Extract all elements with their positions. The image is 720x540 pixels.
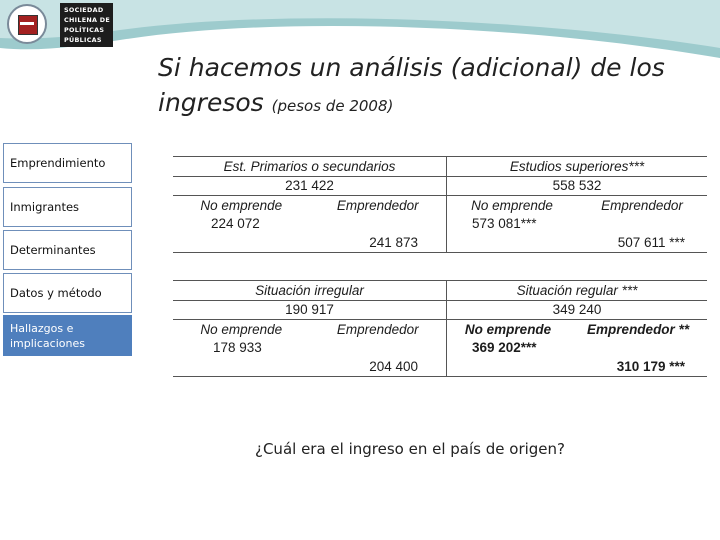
society-logo: [60, 3, 113, 47]
nav-label: Emprendimiento: [10, 156, 106, 170]
logo-line: POLÍTICAS: [64, 26, 105, 34]
institution-seal-logo: [7, 4, 47, 44]
label-cell: No emprende: [471, 197, 553, 213]
logo-line: SOCIEDAD: [64, 6, 104, 14]
label-cell: Emprendedor: [336, 197, 419, 213]
nav-label: Determinantes: [10, 243, 96, 257]
logo-line: CHILENA DE: [64, 16, 111, 24]
nav-determinantes[interactable]: [3, 230, 132, 270]
header-cell: Est. Primarios o secundarios: [173, 157, 447, 177]
header-cell: Situación irregular: [173, 281, 447, 301]
total-cell: 231 422: [173, 176, 447, 196]
label-cell: Emprendedor: [601, 197, 683, 213]
label-cell: No emprende: [200, 197, 283, 213]
value-cell: 573 081***: [472, 216, 537, 232]
nav-label: Datos y método: [10, 286, 102, 300]
header-cell: Situación regular ***: [447, 281, 708, 301]
table-header-row: [173, 157, 707, 177]
total-cell: 558 532: [447, 176, 708, 196]
value-cell: 310 179 ***: [616, 358, 685, 374]
nav-inmigrantes[interactable]: [3, 187, 132, 227]
table-label-row: [173, 196, 707, 215]
table-total-row: [173, 176, 707, 196]
title-main: Si hacemos un análisis (adicional) de los ingresos: [158, 53, 665, 117]
table-value-row: [173, 357, 707, 376]
nav-emprendimiento[interactable]: [3, 143, 132, 183]
label-cell: No emprende: [200, 321, 283, 337]
slide-title: [158, 50, 708, 124]
nav-label: Hallazgos e implicaciones: [10, 321, 85, 350]
total-cell: 190 917: [173, 300, 447, 320]
value-cell: 178 933: [213, 340, 262, 356]
header-cell: Estudios superiores***: [447, 157, 708, 177]
total-cell: 349 240: [447, 300, 708, 320]
logo-line: PÚBLICAS: [64, 36, 102, 44]
value-cell: 224 072: [211, 216, 260, 232]
income-table-legal-status: [173, 280, 707, 377]
value-cell: 241 873: [369, 234, 418, 250]
nav-label: Inmigrantes: [10, 200, 80, 214]
table-value-row: [173, 233, 707, 252]
value-cell: 369 202***: [472, 340, 537, 356]
closing-question: ¿Cuál era el ingreso en el país de origen?: [255, 440, 565, 458]
label-cell: Emprendedor: [336, 321, 419, 337]
label-cell: Emprendedor **: [587, 321, 690, 337]
table-value-row: [173, 215, 707, 234]
table-value-row: [173, 339, 707, 358]
value-cell: 204 400: [369, 358, 418, 374]
income-table-education: [173, 156, 707, 253]
title-subtitle: (pesos de 2008): [271, 97, 394, 115]
label-cell: No emprende: [464, 321, 552, 337]
nav-hallazgos-e-implicaciones[interactable]: [3, 315, 132, 356]
table-label-row: [173, 320, 707, 339]
table-total-row: [173, 300, 707, 320]
nav-datos-y-metodo[interactable]: [3, 273, 132, 313]
table-header-row: [173, 281, 707, 301]
value-cell: 507 611 ***: [617, 234, 685, 250]
